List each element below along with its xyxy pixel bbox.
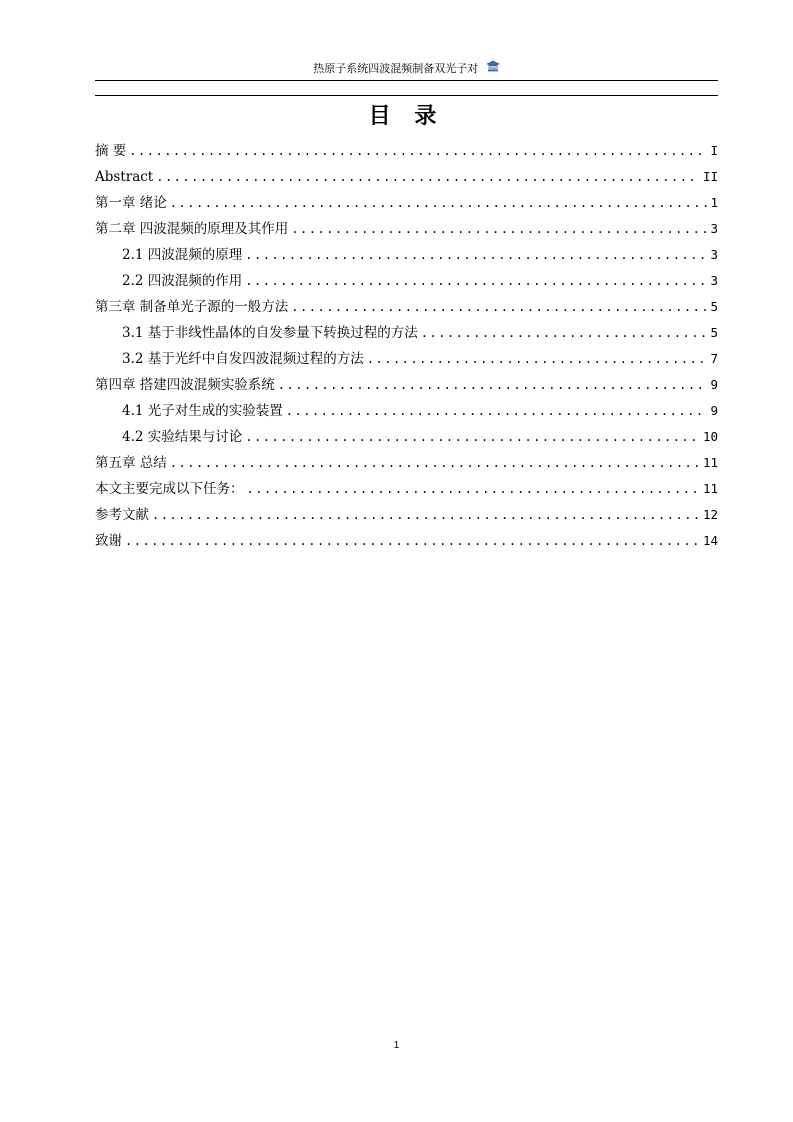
toc-heading: 目 录 [368, 104, 445, 129]
page-number: 1 [393, 1040, 400, 1051]
toc-dot-leader [286, 398, 708, 424]
toc-entry[interactable] [95, 398, 718, 424]
toc-entry-page: 11 [702, 455, 718, 470]
toc-dot-leader [245, 242, 707, 268]
toc-entry[interactable] [95, 424, 718, 450]
toc-dot-leader [156, 164, 700, 190]
toc-entry[interactable] [95, 294, 718, 320]
university-emblem-icon [486, 58, 500, 80]
toc-entry-title: 本文主要完成以下任务： [95, 481, 244, 497]
toc-dot-leader [129, 138, 707, 164]
toc-entry-title: 参考文献 [95, 507, 149, 523]
toc-entry-title: 4.2 实验结果与讨论 [122, 429, 243, 445]
toc-entry-page: 12 [702, 507, 718, 522]
toc-dot-leader [367, 346, 708, 372]
toc-entry-title: 第三章 制备单光子源的一般方法 [95, 299, 289, 315]
toc-entry[interactable] [95, 320, 718, 346]
toc-entry-page: 3 [710, 247, 718, 262]
toc-entry-title: 第五章 总结 [95, 455, 167, 471]
running-header-title: 热原子系统四波混频制备双光子对 [313, 62, 479, 75]
toc-entry[interactable] [95, 502, 718, 528]
toc-entry-page: 3 [710, 221, 718, 236]
toc-entry-page: 9 [710, 403, 718, 418]
table-of-contents [95, 138, 718, 554]
toc-entry[interactable] [95, 138, 718, 164]
toc-dot-leader [152, 502, 700, 528]
toc-entry-page: 9 [710, 377, 718, 392]
toc-entry-title: 2.2 四波混频的作用 [122, 273, 243, 289]
toc-entry[interactable] [95, 164, 718, 190]
toc-entry[interactable] [95, 372, 718, 398]
toc-entry-title: 致谢 [95, 533, 122, 549]
toc-entry-page: 10 [702, 429, 718, 444]
toc-dot-leader [245, 268, 707, 294]
header-divider [95, 95, 718, 96]
toc-dot-leader [247, 476, 700, 502]
toc-entry-title: Abstract [95, 169, 154, 185]
toc-entry-page: 5 [710, 325, 718, 340]
toc-entry-title: 摘 要 [95, 143, 127, 159]
toc-entry[interactable] [95, 346, 718, 372]
toc-dot-leader [170, 450, 700, 476]
toc-entry-title: 2.1 四波混频的原理 [122, 247, 243, 263]
toc-entry-page: II [702, 169, 718, 184]
toc-entry-title: 第二章 四波混频的原理及其作用 [95, 221, 289, 237]
toc-entry[interactable] [95, 216, 718, 242]
toc-entry-page: 3 [710, 273, 718, 288]
toc-entry-title: 3.1 基于非线性晶体的自发参量下转换过程的方法 [122, 325, 418, 341]
toc-dot-leader [291, 294, 707, 320]
toc-entry-title: 第一章 绪论 [95, 195, 167, 211]
toc-dot-leader [421, 320, 708, 346]
toc-entry-page: 1 [710, 195, 718, 210]
toc-entry[interactable] [95, 268, 718, 294]
toc-entry-page: 5 [710, 299, 718, 314]
toc-entry-page: 7 [710, 351, 718, 366]
running-header [95, 58, 718, 81]
toc-entry-page: I [710, 143, 718, 158]
toc-dot-leader [291, 216, 707, 242]
toc-dot-leader [125, 528, 700, 554]
toc-dot-leader [245, 424, 700, 450]
toc-entry-title: 4.1 光子对生成的实验装置 [122, 403, 283, 419]
toc-entry[interactable] [95, 476, 718, 502]
toc-entry-page: 14 [702, 533, 718, 548]
toc-entry-title: 第四章 搭建四波混频实验系统 [95, 377, 275, 393]
toc-entry-title: 3.2 基于光纤中自发四波混频过程的方法 [122, 351, 364, 367]
toc-entry[interactable] [95, 450, 718, 476]
toc-dot-leader [278, 372, 708, 398]
toc-entry[interactable] [95, 190, 718, 216]
toc-entry-page: 11 [702, 481, 718, 496]
toc-entry[interactable] [95, 528, 718, 554]
toc-entry[interactable] [95, 242, 718, 268]
toc-dot-leader [170, 190, 708, 216]
